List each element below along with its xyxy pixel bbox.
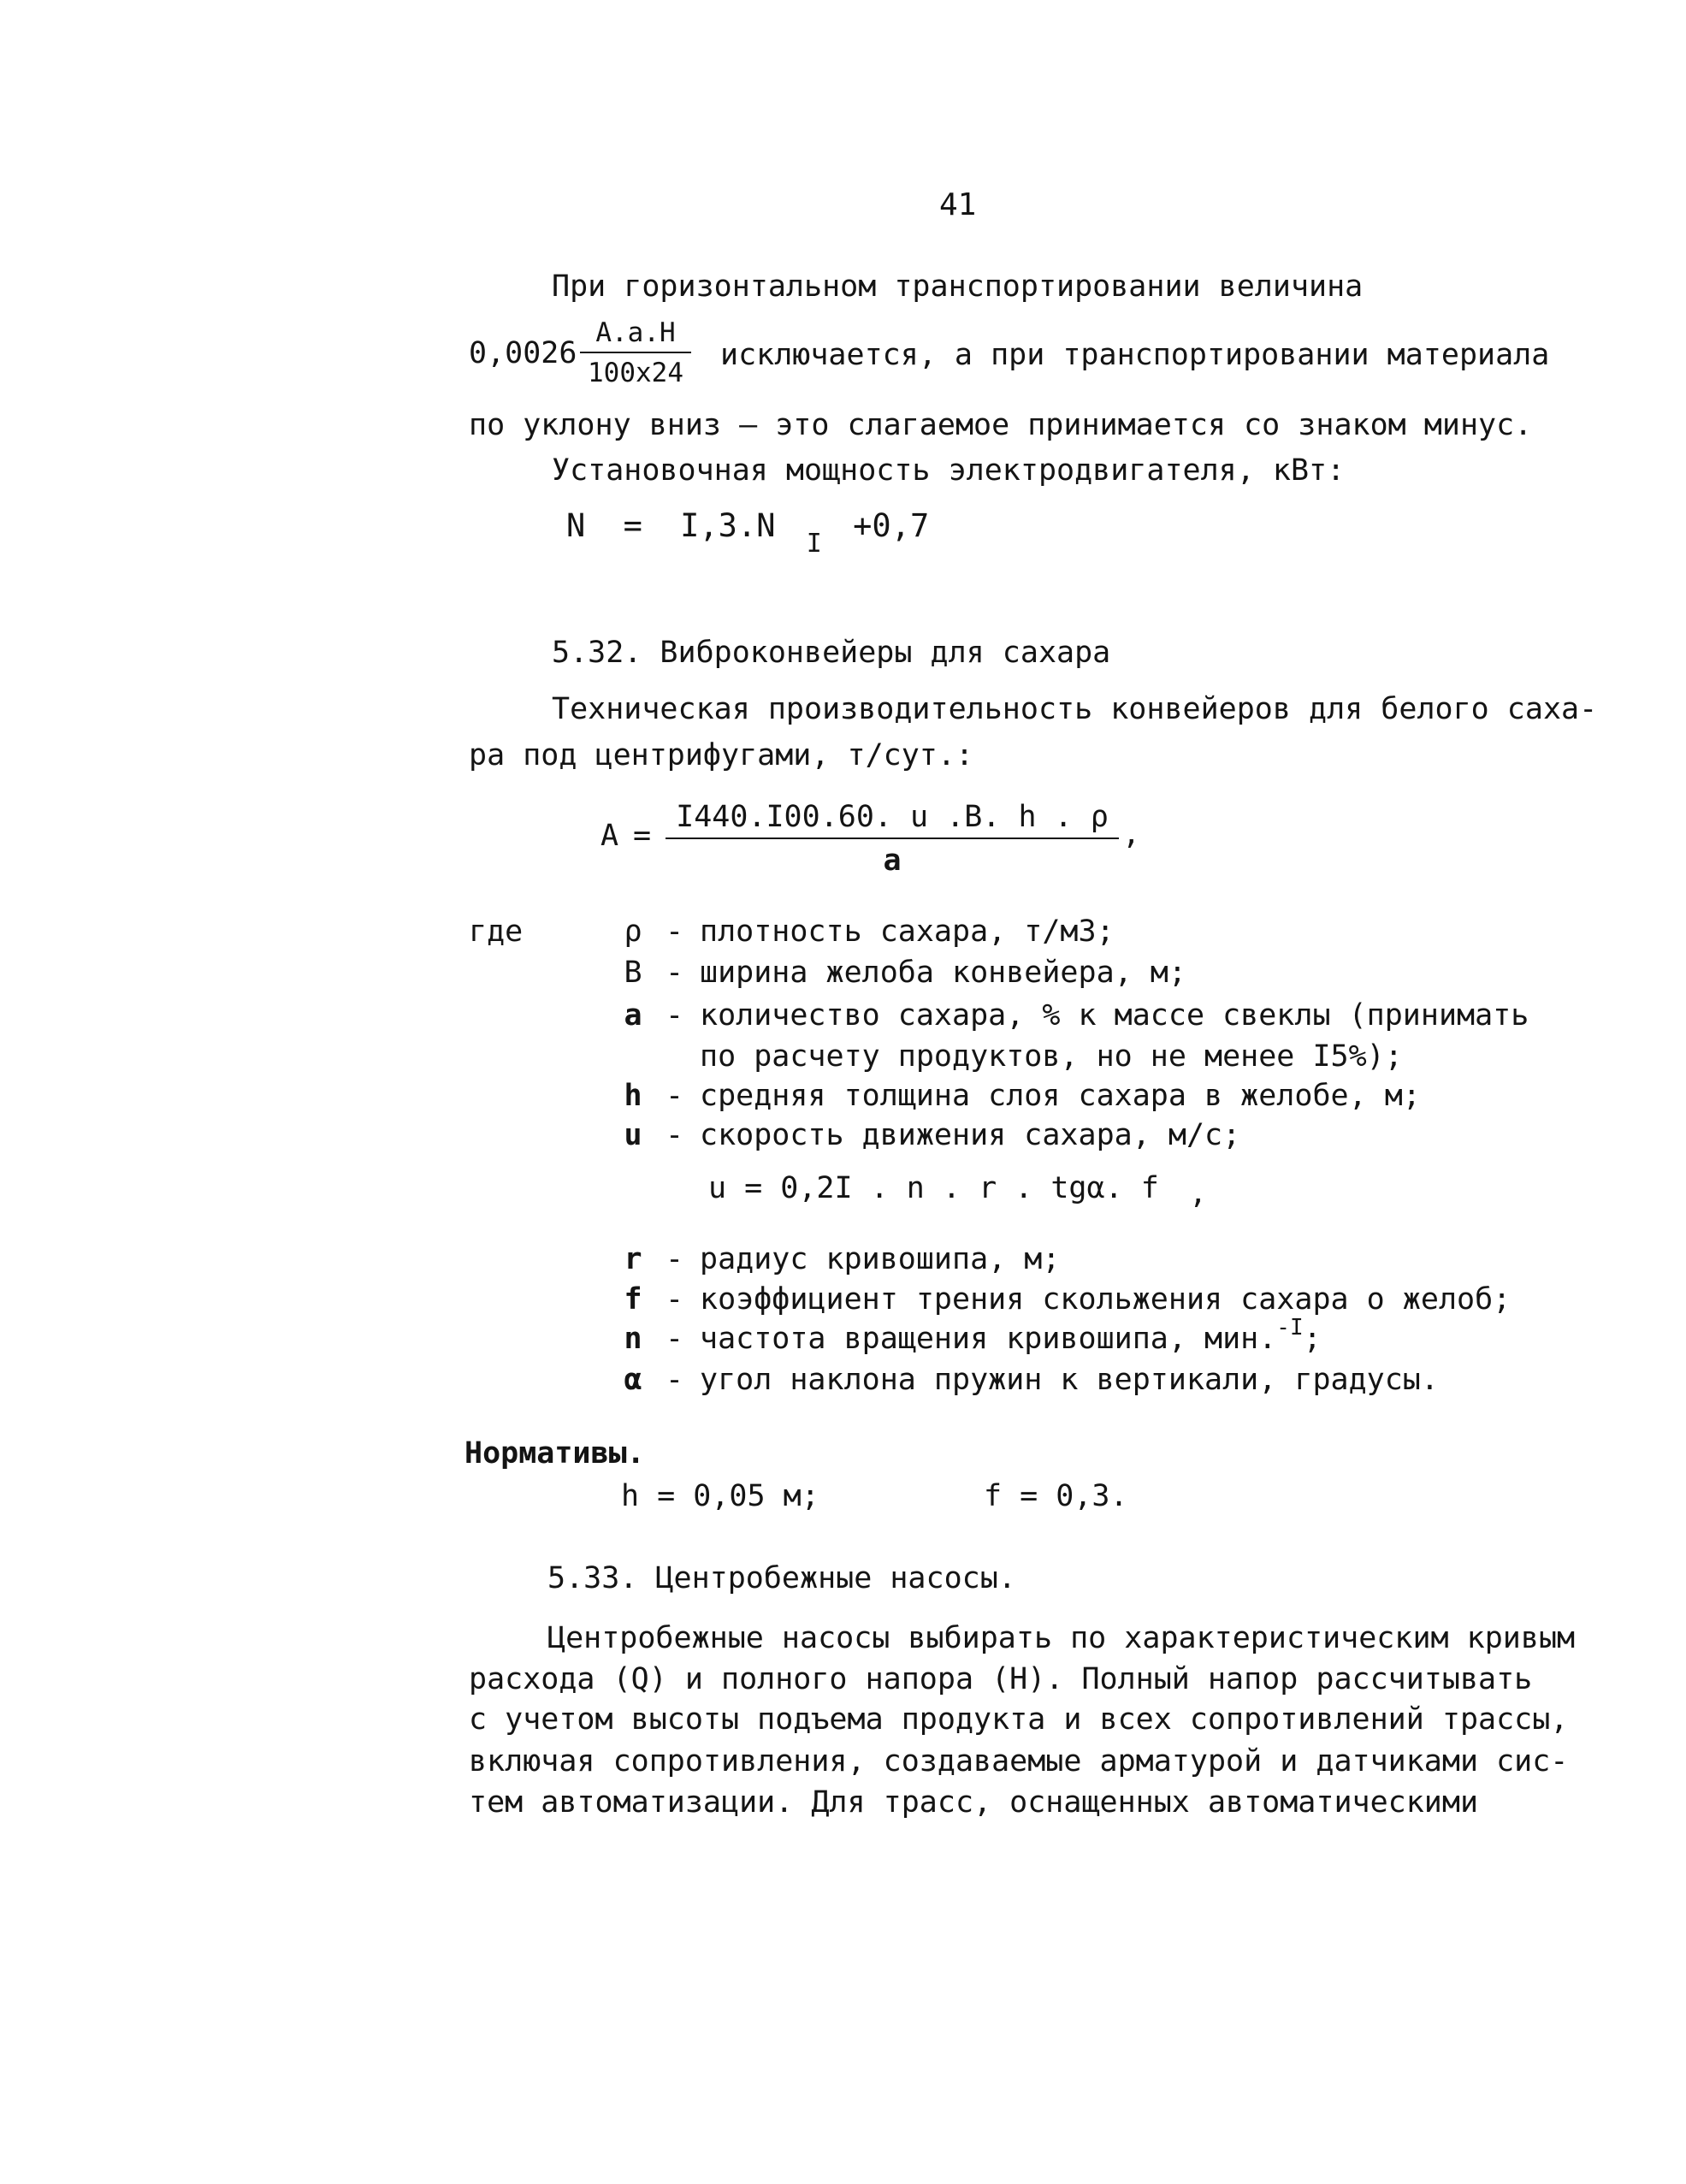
definition-dash: -: [666, 1322, 684, 1356]
section-532-title: 5.32. Виброконвейеры для сахара: [552, 636, 1111, 670]
definition-text: плотность сахара, т/м3;: [700, 914, 1115, 949]
capacity-formula-eq: =: [633, 819, 652, 853]
speed-formula-comma: ,: [1189, 1176, 1208, 1210]
definition-superscript: -I: [1276, 1315, 1304, 1341]
definition-text: радиус кривошипа, м;: [700, 1242, 1061, 1276]
intro-fraction-numerator: A.a.H: [580, 320, 691, 353]
definition-symbol: r: [624, 1242, 642, 1276]
power-formula-tail: +0,7: [853, 507, 930, 544]
definition-text: коэффициент трения скольжения сахара о желоб;: [700, 1282, 1511, 1317]
definition-dash: -: [666, 998, 684, 1033]
norms-h-value: h = 0,05 м;: [621, 1479, 819, 1513]
definition-dash: -: [666, 1363, 684, 1397]
power-formula-main: I,3.N: [680, 507, 776, 544]
definition-text: частота вращения кривошипа, мин.: [700, 1322, 1277, 1356]
definition-symbol: ρ: [624, 914, 642, 949]
intro-line-1: При горизонтальном транспортировании величина: [552, 269, 1364, 304]
power-formula-sub: I: [806, 529, 822, 559]
section-533-title: 5.33. Центробежные насосы.: [547, 1561, 1016, 1595]
norms-f-value: f = 0,3.: [984, 1479, 1128, 1513]
definition-symbol: h: [624, 1079, 642, 1113]
capacity-formula-comma: ,: [1122, 817, 1141, 851]
intro-line-2: исключается, а при транспортировании материала: [720, 338, 1550, 372]
where-label: где: [469, 914, 524, 949]
definition-tail: ;: [1303, 1322, 1322, 1356]
intro-fraction: [580, 317, 691, 388]
section-532-text-1: Техническая производительность конвейеров для белого саха-: [552, 692, 1598, 726]
definition-symbol: α: [624, 1363, 642, 1397]
capacity-fraction: [666, 802, 1119, 876]
power-formula-lhs: N: [566, 507, 586, 544]
section-532-text-2: ра под центрифугами, т/сут.:: [469, 738, 974, 772]
definition-symbol: n: [624, 1322, 642, 1356]
intro-line-3: по уклону вниз – это слагаемое принимается со знаком минус.: [469, 408, 1533, 442]
definition-dash: -: [666, 1282, 684, 1317]
speed-formula: u = 0,2I . n . r . tgα. f: [708, 1171, 1159, 1205]
definition-text: средняя толщина слоя сахара в желобе, м;: [700, 1079, 1421, 1113]
definition-symbol: f: [624, 1282, 642, 1317]
definition-text: угол наклона пружин к вертикали, градусы.: [700, 1363, 1439, 1397]
body-line: Центробежные насосы выбирать по характеристическим кривым: [547, 1621, 1576, 1655]
capacity-formula-lhs: A: [600, 819, 619, 853]
definition-text: по расчету продуктов, но не менее I5%);: [700, 1039, 1403, 1074]
page-number: 41: [939, 187, 977, 222]
definition-dash: -: [666, 956, 684, 990]
intro-fraction-denominator: 100x24: [588, 358, 683, 388]
body-line: тем автоматизации. Для трасс, оснащенных автоматическими: [469, 1785, 1479, 1820]
body-line: включая сопротивления, создаваемые арматурой и датчиками сис-: [469, 1744, 1569, 1779]
power-formula-eq: =: [623, 507, 642, 544]
intro-coefficient: 0,0026: [469, 336, 577, 370]
definition-text: скорость движения сахара, м/с;: [700, 1118, 1241, 1152]
definition-text: ширина желоба конвейера, м;: [700, 956, 1186, 990]
capacity-fraction-denominator: a: [883, 843, 902, 878]
body-line: расхода (Q) и полного напора (H). Полный напор рассчитывать: [469, 1662, 1533, 1696]
definition-dash: -: [666, 914, 684, 949]
definition-dash: -: [666, 1118, 684, 1152]
body-line: с учетом высоты подъема продукта и всех сопротивлений трассы,: [469, 1702, 1569, 1737]
norms-title: Нормативы.: [464, 1436, 645, 1471]
definition-symbol: a: [624, 998, 642, 1033]
power-label: Установочная мощность электродвигателя, кВт:: [552, 453, 1346, 488]
definition-dash: -: [666, 1242, 684, 1276]
power-formula: [566, 507, 930, 559]
capacity-fraction-numerator: I440.I00.60. u .B. h . ρ: [666, 802, 1119, 839]
definition-symbol: B: [624, 956, 642, 990]
definition-symbol: u: [624, 1118, 642, 1152]
definition-dash: -: [666, 1079, 684, 1113]
definition-text: количество сахара, % к массе свеклы (принимать: [700, 998, 1529, 1033]
definition-text-with-sup: [700, 1315, 1322, 1356]
